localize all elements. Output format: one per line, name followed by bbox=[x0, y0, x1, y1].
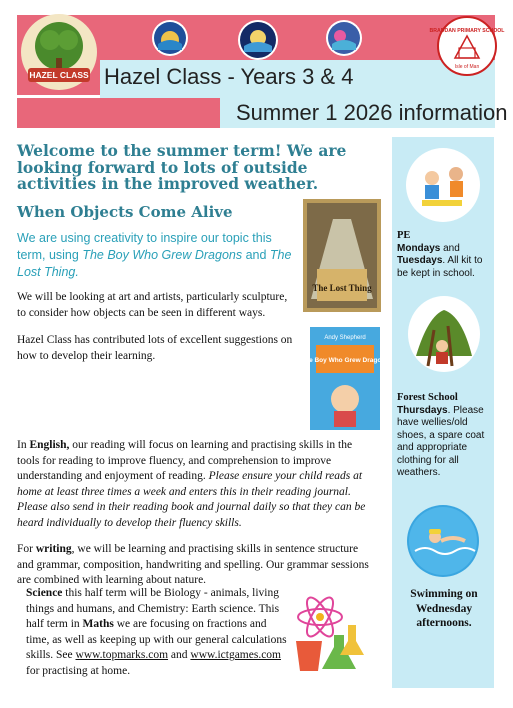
badge-label: HAZEL CLASS bbox=[29, 70, 89, 80]
english-homework-note: Please ensure your child reads at home at least three times a week and enters this in their reading journal. Please also send in their reading book and journal daily so that they can be heard individually to develop their fluency skills. bbox=[17, 470, 366, 529]
art-paragraph: We will be looking at art and artists, particularly sculpture, to consider how objects can be seen in different ways. bbox=[17, 291, 288, 319]
science-text: this half term will be Biology - animals, living things and humans, and Chemistry: Earth science. This half term in bbox=[26, 587, 280, 631]
science-maths-paragraph bbox=[26, 586, 288, 680]
suggestions-paragraph: Hazel Class has contributed lots of excellent suggestions on how to develop their learning. bbox=[17, 334, 293, 362]
english-paragraph bbox=[17, 438, 377, 532]
welcome-heading: Welcome to the summer term! We are looking forward to lots of outside activities in the improved weather. bbox=[17, 141, 347, 193]
topmarks-link[interactable]: www.topmarks.com bbox=[75, 649, 169, 662]
book-title-dragons: The Boy Who Grew Dragons bbox=[82, 248, 243, 262]
maths-label: Maths bbox=[82, 618, 114, 631]
hazel-class-badge bbox=[20, 12, 98, 92]
pe-and: and bbox=[440, 242, 460, 254]
school-logo-1 bbox=[152, 20, 188, 56]
ictgames-link[interactable]: www.ictgames.com bbox=[190, 649, 281, 662]
swimming-clipart-icon bbox=[407, 505, 479, 577]
forest-school-note: . Please have wellies/old shoes, a spare coat and appropriate clothing for all weathers. bbox=[397, 404, 485, 478]
forest-school-section bbox=[397, 392, 491, 480]
page-title: Hazel Class - Years 3 & 4 bbox=[104, 64, 354, 89]
links-and: and bbox=[168, 649, 191, 662]
school-badge-sub: Isle of Man bbox=[454, 64, 480, 70]
pe-day-tuesday: Tuesdays bbox=[397, 255, 443, 266]
book-title-lost-thing: The Lost Thing. bbox=[17, 248, 292, 279]
maths-text: we are focusing on fractions and time, as well as keeping up with our general calculations skills. See bbox=[26, 618, 287, 662]
intro-and: and bbox=[242, 248, 270, 262]
science-label: Science bbox=[26, 587, 63, 599]
forest-school-day: Thursdays bbox=[397, 404, 448, 416]
english-text: our reading will focus on learning and practising skills in the tools for reading to improve fluency, and comprehension to improve understanding and enjoyment of reading. bbox=[17, 439, 353, 483]
topic-intro bbox=[17, 230, 297, 281]
school-logo-3 bbox=[326, 20, 362, 56]
dragons-cover-title: The Boy Who Grew Dragons bbox=[301, 357, 389, 364]
english-intro: In bbox=[17, 439, 30, 451]
english-label: English, bbox=[29, 439, 70, 451]
header-accent-band bbox=[17, 98, 220, 128]
dragons-cover-author: Andy Shepherd bbox=[324, 335, 366, 341]
writing-text: , we will be learning and practising skills in sentence structure and grammar, composition, handwriting and spelling. Our grammar sessions are combined with learning about nature. bbox=[17, 543, 369, 587]
school-logo-2 bbox=[238, 20, 278, 60]
school-badge-name: BRADDAN PRIMARY SCHOOL bbox=[429, 28, 505, 34]
writing-paragraph bbox=[17, 542, 377, 589]
intro-text: We are using creativity to inspire our topic this term, using bbox=[17, 231, 272, 262]
science-clipart-icon bbox=[290, 595, 374, 675]
forest-school-title: Forest School bbox=[397, 392, 458, 403]
writing-intro: For bbox=[17, 543, 36, 555]
pe-section bbox=[397, 230, 491, 280]
pe-note: . All kit to be kept in school. bbox=[397, 255, 483, 279]
topic-title: When Objects Come Alive bbox=[17, 203, 233, 221]
dragons-cover bbox=[301, 327, 389, 430]
writing-label: writing bbox=[35, 543, 72, 555]
pe-clipart-icon bbox=[406, 148, 480, 222]
pe-title: PE bbox=[397, 230, 411, 241]
braddan-school-badge bbox=[429, 16, 505, 76]
forest-school-clipart-icon bbox=[408, 296, 480, 372]
lost-thing-cover bbox=[303, 199, 381, 312]
lost-thing-cover-title: The Lost Thing bbox=[312, 283, 372, 293]
pe-day-monday: Mondays bbox=[397, 242, 441, 254]
practice-text: for practising at home. bbox=[26, 664, 131, 677]
page-subtitle: Summer 1 2026 information bbox=[236, 100, 508, 125]
swimming-note: Swimming on Wednesday afternoons. bbox=[410, 588, 478, 629]
